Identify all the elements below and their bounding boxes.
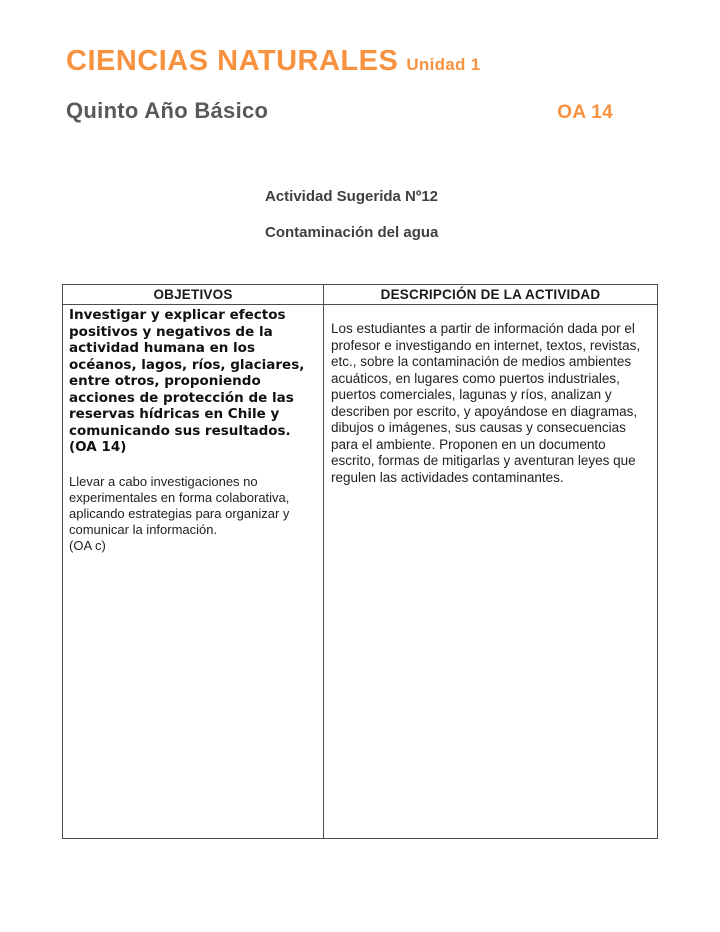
description-text: Los estudiantes a partir de información dada por el profesor e investigando en internet, textos, revistas, etc., sobre la contaminación de medios ambientes acuáticos, en lugares como puertos industriales, puertos comerciales, lagunas y ríos, analizan y describen por escrito, y apoyándose en diagramas, dibujos o imágenes, sus causas y consecuencias para el ambiente. Proponen en un documento escrito, formas de mitigarlas y aventuran leyes que regulen las actividades contaminantes. [331,321,641,485]
header-descripcion: DESCRIPCIÓN DE LA ACTIVIDAD [323,285,657,305]
page-title [66,46,720,76]
objective-primary-text: Investigar y explicar efectos positivos y negativos de la actividad humana en los océanos, lagos, ríos, glaciares, entre otros, proponiendo acciones de protección de las reservas hídricas en Chile y comunicando sus resultados. (OA 14) [69,307,305,456]
objectives-table [62,284,658,839]
activity-title: Actividad Sugerida Nº12 [265,188,439,206]
objective-secondary-ref: (OA c) [69,537,106,553]
subject-title: CIENCIAS NATURALES [66,45,399,77]
description-cell [323,305,657,838]
activity-title-block [265,188,720,242]
grade-title: Quinto Año Básico [66,98,269,124]
activity-subtitle: Contaminación del agua [265,224,439,242]
oa-badge: OA 14 [557,102,613,124]
document-header [0,0,720,124]
header-objetivos: OBJETIVOS [63,285,323,305]
unit-label: Unidad 1 [406,55,481,74]
subtitle-row [66,98,613,124]
objectives-cell [63,305,323,838]
objective-secondary-text: Llevar a cabo investigaciones no experimentales en forma colaborativa, aplicando estrategias para organizar y comunicar la información. [69,473,290,537]
